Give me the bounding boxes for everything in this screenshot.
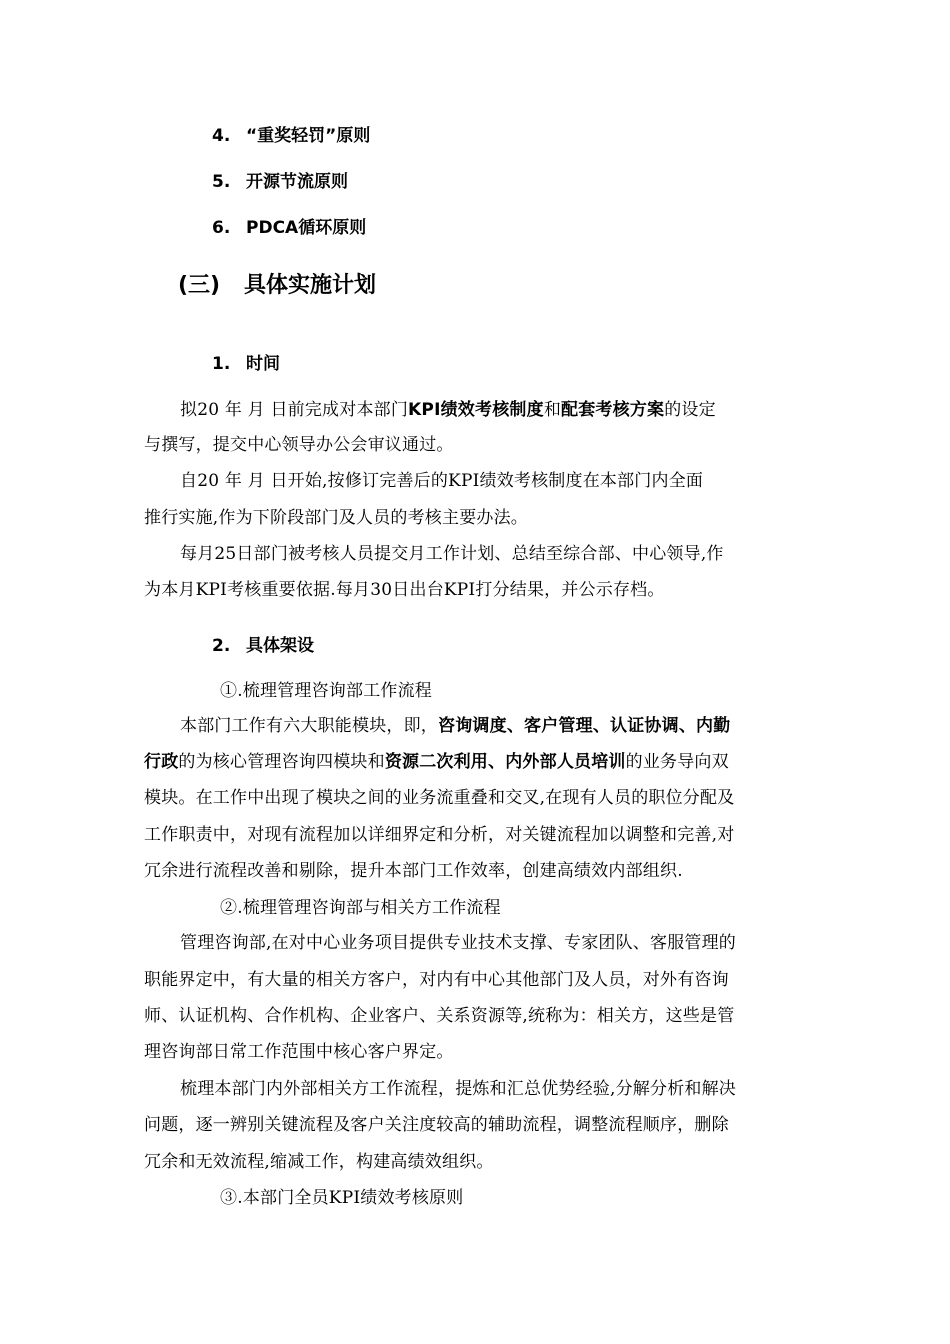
list-number: 4. xyxy=(212,126,231,146)
bold-text: 、 xyxy=(678,716,697,736)
bold-text: 认证协调 xyxy=(610,716,679,736)
text-run: 的为核心管理咨询四模块和 xyxy=(178,752,385,772)
paragraph-line: 工作职责中，对现有流程加以详细界定和分析，对关键流程加以调整和完善,对 xyxy=(144,825,735,845)
section-title: 具体实施计划 xyxy=(244,273,377,298)
paragraph-line: 管理咨询部,在对中心业务项目提供专业技术支撑、专家团队、客服管理的 xyxy=(180,933,737,953)
paragraph-line: 理咨询部日常工作范围中核心客户界定。 xyxy=(144,1042,454,1062)
list-text: 开源节流原则 xyxy=(246,172,348,192)
numbered-item: ③.本部门全员KPI绩效考核原则 xyxy=(220,1188,464,1208)
paragraph-line xyxy=(180,398,716,422)
bold-text: KPI绩效考核制度 xyxy=(408,400,544,420)
bold-text: 咨询调度 xyxy=(438,716,507,736)
list-text: “重奖轻罚”原则 xyxy=(246,126,371,146)
subsection-number: 2. xyxy=(212,636,231,656)
paragraph-line: 师、认证机构、合作机构、企业客户、关系资源等,统称为：相关方，这些是管 xyxy=(144,1006,735,1026)
paragraph-line: 模块。在工作中出现了模块之间的业务流重叠和交叉,在现有人员的职位分配及 xyxy=(144,788,735,808)
paragraph-line: 梳理本部门内外部相关方工作流程，提炼和汇总优势经验,分解分析和解决 xyxy=(180,1079,737,1099)
paragraph-line: 冗余和无效流程,缩减工作，构建高绩效组织。 xyxy=(144,1152,494,1172)
paragraph-line: 为本月KPI考核重要依据.每月30日出台KPI打分结果，并公示存档。 xyxy=(144,580,665,600)
bold-text: 内勤 xyxy=(696,716,731,736)
paragraph-line xyxy=(180,714,730,738)
subsection-heading xyxy=(212,352,280,376)
text-run: 和 xyxy=(543,400,562,420)
section-heading xyxy=(178,271,376,301)
text-run: 本部门工作有六大职能模块，即， xyxy=(180,716,438,736)
paragraph-line: 问题，逐一辨别关键流程及客户关注度较高的辅助流程，调整流程顺序，删除 xyxy=(144,1115,729,1135)
text-run: 的设定 xyxy=(664,400,716,420)
text-run: 的业务导向双 xyxy=(625,752,729,772)
list-item xyxy=(212,124,370,148)
text-run: 拟20 年 月 日前完成对本部门 xyxy=(180,400,409,420)
bold-text: 行政 xyxy=(144,752,179,772)
bold-text: 、 xyxy=(488,752,506,772)
paragraph-line: 每月25日部门被考核人员提交月工作计划、总结至综合部、中心领导,作 xyxy=(180,544,724,564)
numbered-item: ①.梳理管理咨询部工作流程 xyxy=(220,681,433,701)
bold-text: 客户管理 xyxy=(524,716,593,736)
list-item xyxy=(212,170,348,194)
paragraph-line: 职能界定中，有大量的相关方客户，对内有中心其他部门及人员，对外有咨询 xyxy=(144,970,729,990)
list-number: 5. xyxy=(212,172,231,192)
bold-text: 资源二次利用 xyxy=(384,752,489,772)
paragraph-line xyxy=(144,750,729,774)
section-number: (三) xyxy=(178,273,221,298)
paragraph-line: 自20 年 月 日开始,按修订完善后的KPI绩效考核制度在本部门内全面 xyxy=(180,471,704,491)
subsection-heading xyxy=(212,634,314,658)
paragraph-line: 推行实施,作为下阶段部门及人员的考核主要办法。 xyxy=(144,508,529,528)
subsection-title: 时间 xyxy=(246,354,280,374)
bold-text: 内外部人员培训 xyxy=(505,752,626,772)
paragraph-line: 与撰写，提交中心领导办公会审议通过。 xyxy=(144,435,454,455)
numbered-item: ②.梳理管理咨询部与相关方工作流程 xyxy=(220,898,501,918)
list-number: 6. xyxy=(212,218,231,238)
bold-text: 配套考核方案 xyxy=(561,400,665,420)
subsection-number: 1. xyxy=(212,354,231,374)
paragraph-line: 冗余进行流程改善和剔除，提升本部门工作效率，创建高绩效内部组织. xyxy=(144,861,683,881)
subsection-title: 具体架设 xyxy=(246,636,314,656)
bold-text: 、 xyxy=(506,716,525,736)
bold-text: 、 xyxy=(592,716,611,736)
list-item xyxy=(212,216,366,240)
list-text: PDCA循环原则 xyxy=(246,218,367,238)
